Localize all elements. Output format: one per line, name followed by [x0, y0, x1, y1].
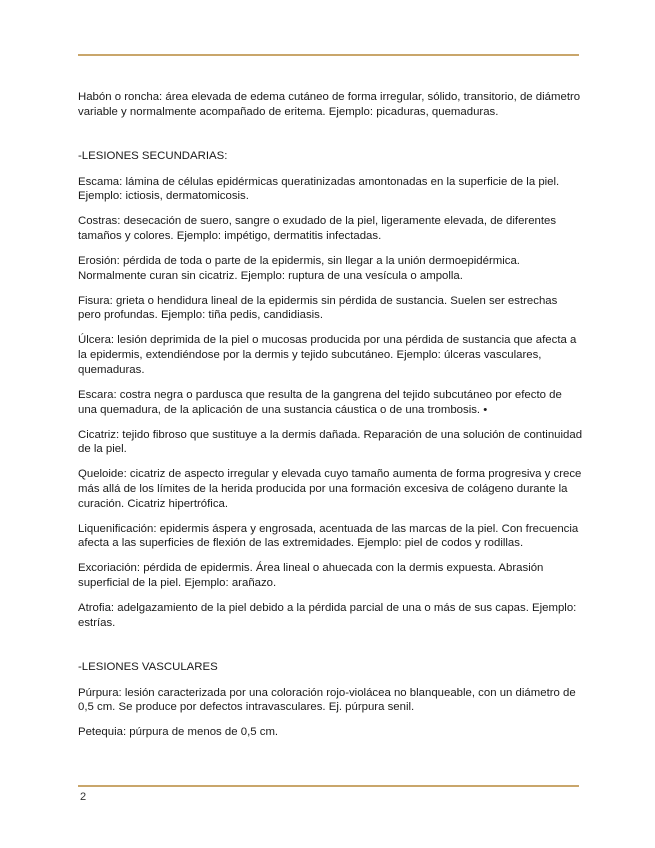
- paragraph-liquenificacion: Liquenificación: epidermis áspera y engrosada, acentuada de las marcas de la piel. Con frecuencia afecta a las superficies de flexión de las extremidades. Ejemplo: piel de codos y rodillas.: [78, 522, 579, 550]
- section-heading-vasculares: -LESIONES VASCULARES: [78, 661, 218, 674]
- paragraph-fisura: Fisura: grieta o hendidura lineal de la epidermis sin pérdida de sustancia. Suelen ser estrechas pero profundas. Ejemplo: tiña pedis, candidiasis.: [78, 294, 558, 322]
- paragraph-cicatriz: Cicatriz: tejido fibroso que sustituye a la dermis dañada. Reparación de una solución de continuidad de la piel.: [78, 428, 583, 456]
- paragraph-erosion: Erosión: pérdida de toda o parte de la epidermis, sin llegar a la unión dermoepidérmica. Normalmente curan sin cicatriz. Ejemplo: ruptura de una vesícula o ampolla.: [78, 255, 520, 282]
- page-number: 2: [80, 791, 87, 803]
- document-body: [78, 90, 583, 750]
- paragraph-escara: Escara: costra negra o pardusca que resulta de la gangrena del tejido subcutáneo por efecto de una quemadura, de la aplicación de una sustancia cáustica o de una trombosis. •: [78, 388, 562, 416]
- paragraph-costras: Costras: desecación de suero, sangre o exudado de la piel, ligeramente elevada, de diferentes tamaños y colores. Ejemplo: impétigo, dermatitis infectadas.: [78, 215, 557, 243]
- paragraph-atrofia: Atrofia: adelgazamiento de la piel debido a la pérdida parcial de una o más de sus capas. Ejemplo: estrías.: [78, 602, 577, 629]
- paragraph-ulcera: Úlcera: lesión deprimida de la piel o mucosas producida por una pérdida de sustancia que afecta a la epidermis, extendiéndose por la dermis y tejido subcutáneo. Ejemplo: úlceras vasculares, quemaduras.: [78, 334, 577, 376]
- footer-rule: [78, 785, 579, 787]
- paragraph-excoriacion: Excoriación: pérdida de epidermis. Área lineal o ahuecada con la dermis expuesta. Abrasión superficial de la piel. Ejemplo: arañazo.: [78, 562, 544, 590]
- paragraph-queloide: Queloide: cicatriz de aspecto irregular y elevada cuyo tamaño aumenta de forma progresiva y crece más allá de los límites de la herida producida por una formación excesiva de colágeno durante la curación. Cicatriz hipertrófica.: [78, 468, 582, 510]
- section-heading-secundarias: -LESIONES SECUNDARIAS:: [78, 150, 228, 163]
- paragraph-habon: Habón o roncha: área elevada de edema cutáneo de forma irregular, sólido, transitorio, de diámetro variable y normalmente acompañado de eritema. Ejemplo: picaduras, quemaduras.: [78, 91, 581, 118]
- paragraph-escama: Escama: lámina de células epidérmicas queratinizadas amontonadas en la superficie de la piel. Ejemplo: ictiosis, dermatomicosis.: [78, 175, 560, 203]
- paragraph-purpura: Púrpura: lesión caracterizada por una coloración rojo-violácea no blanqueable, con un diámetro de 0,5 cm. Se produce por defectos intravasculares. Ej. púrpura senil.: [78, 686, 576, 714]
- header-rule: [78, 54, 579, 56]
- paragraph-petequia: Petequia: púrpura de menos de 0,5 cm.: [78, 726, 279, 739]
